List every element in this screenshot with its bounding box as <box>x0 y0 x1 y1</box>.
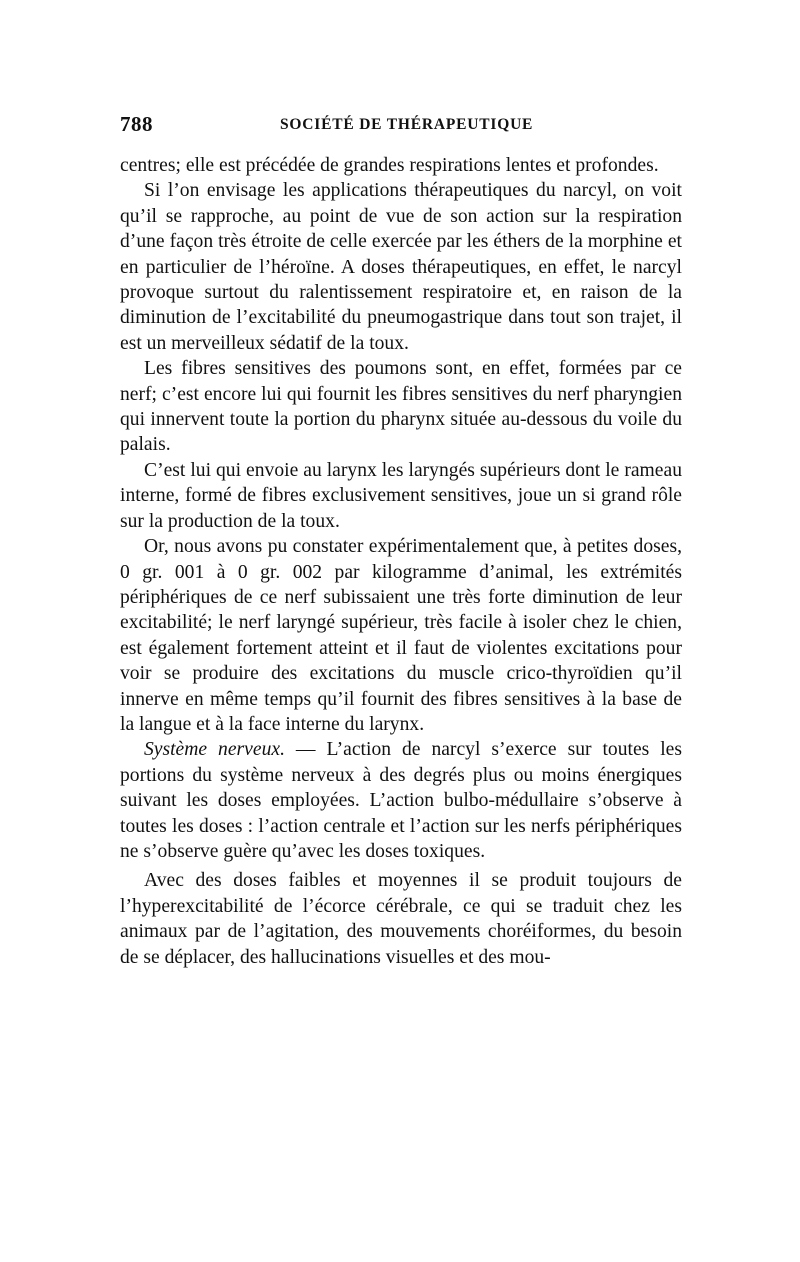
paragraph-larynx: C’est lui qui envoie au larynx les laryngés supérieurs dont le rameau interne, formé de fibres exclusivement sensitives, joue un si grand rôle sur la production de la toux. <box>120 459 682 532</box>
body-text <box>120 153 682 970</box>
paragraph-nervous-system-text: — L’action de narcyl s’exerce sur toutes les portions du système nerveux à des degrés plus ou moins énergiques suivant les doses employées. L’action bulbo-médullaire s’observe à toutes les doses : l’action centrale et l’action sur les nerfs périphériques ne s’observe guère qu’avec les doses toxiques. <box>120 739 682 862</box>
paragraph-nervous-system <box>120 737 682 864</box>
section-title-systeme-nerveux: Système nerveux. <box>144 739 285 761</box>
paragraph-hyperexcitability: Avec des doses faibles et moyennes il se produit toujours de l’hyperexcitabilité de l’écorce cérébrale, ce qui se traduit chez les animaux par de l’agitation, des mouvements choréiformes, du besoin de se déplacer, des hallucinations visuelles et des mou- <box>120 870 682 968</box>
paragraph-fibres: Les fibres sensitives des poumons sont, en effet, formées par ce nerf; c’est encore lui qui fournit les fibres sensitives du nerf pharyngien qui innervent toute la portion du pharynx située au-dessous du voile du palais. <box>120 358 682 456</box>
running-title: SOCIÉTÉ DE THÉRAPEUTIQUE <box>280 116 534 133</box>
page-header <box>120 112 680 142</box>
paragraph-applications: Si l’on envisage les applications thérapeutiques du narcyl, on voit qu’il se rapproche, au point de vue de son action sur la respiration d’une façon très étroite de celle exercée par les éthers de la morphine et en particulier de l’héroïne. A doses thérapeutiques, en effet, le narcyl provoque surtout du ralentissement respiratoire et, en raison de la diminution de l’excitabilité du pneumogastrique dans tout son trajet, il est un merveilleux sédatif de la toux. <box>120 180 682 354</box>
page-number: 788 <box>120 112 153 136</box>
paragraph-experiments: Or, nous avons pu constater expérimentalement que, à petites doses, 0 gr. 001 à 0 gr. 002 par kilogramme d’animal, les extrémités périphériques de ce nerf subissaient une très forte diminution de leur excitabilité; le nerf laryngé supérieur, très facile à isoler chez le chien, est également fortement atteint et il faut de violentes excitations pour voir se produire des excitations du muscle crico-thyroïdien qu’il innerve en même temps qu’il fournit des fibres sensitives à la base de la langue et à la face interne du larynx. <box>120 536 682 735</box>
paragraph-continuation: centres; elle est précédée de grandes respirations lentes et profondes. <box>120 155 659 176</box>
